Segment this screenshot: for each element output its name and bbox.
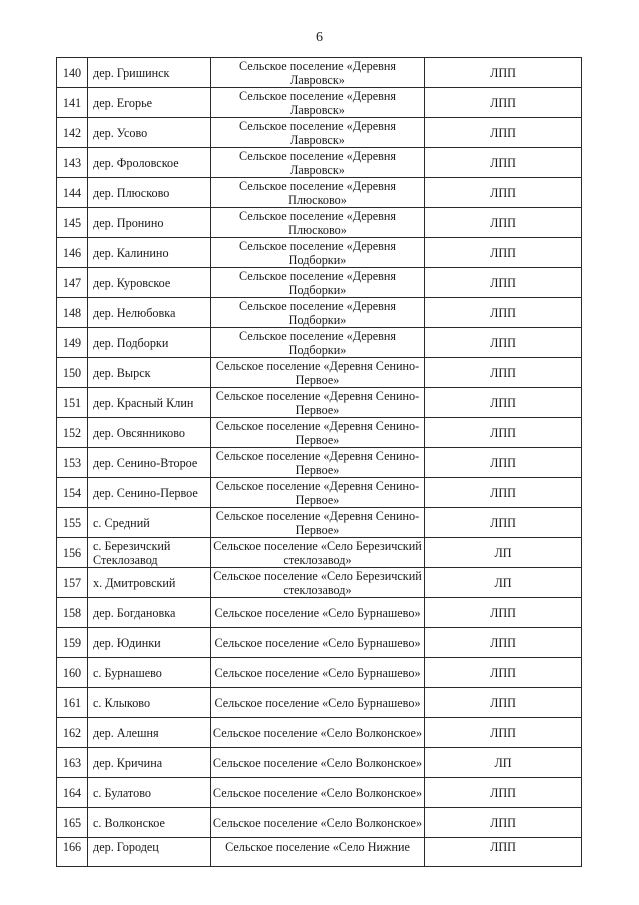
type-cell: ЛПП	[425, 298, 582, 328]
page-number: 6	[316, 30, 323, 45]
settlement-cell: Сельское поселение «Деревня Лавровск»	[211, 118, 425, 148]
type-cell: ЛПП	[425, 328, 582, 358]
type-cell: ЛП	[425, 538, 582, 568]
type-cell: ЛПП	[425, 58, 582, 88]
row-number-cell: 161	[57, 688, 88, 718]
settlement-cell: Сельское поселение «Деревня Плюсково»	[211, 178, 425, 208]
row-number-cell: 140	[57, 58, 88, 88]
table-row	[57, 88, 582, 118]
table-row	[57, 778, 582, 808]
table-row	[57, 718, 582, 748]
row-number-cell: 154	[57, 478, 88, 508]
locality-name-cell: дер. Кричина	[88, 748, 211, 778]
locality-name-cell: дер. Юдинки	[88, 628, 211, 658]
table-row	[57, 118, 582, 148]
settlement-cell: Сельское поселение «Село Бурнашево»	[211, 628, 425, 658]
table-row	[57, 478, 582, 508]
settlement-cell: Сельское поселение «Деревня Сенино-Первое»	[211, 478, 425, 508]
settlement-cell: Сельское поселение «Село Волконское»	[211, 778, 425, 808]
row-number-cell: 142	[57, 118, 88, 148]
table-row	[57, 658, 582, 688]
row-number-cell: 147	[57, 268, 88, 298]
settlement-cell: Сельское поселение «Деревня Сенино-Первое»	[211, 388, 425, 418]
locality-name-cell: дер. Городец	[88, 838, 211, 867]
settlement-cell: Сельское поселение «Село Березичский стеклозавод»	[211, 538, 425, 568]
row-number-cell: 163	[57, 748, 88, 778]
row-number-cell: 146	[57, 238, 88, 268]
locality-name-cell: дер. Сенино-Первое	[88, 478, 211, 508]
table-row	[57, 388, 582, 418]
locality-name-cell: с. Бурнашево	[88, 658, 211, 688]
table-row	[57, 628, 582, 658]
locality-name-cell: дер. Богдановка	[88, 598, 211, 628]
type-cell: ЛПП	[425, 628, 582, 658]
table-row	[57, 598, 582, 628]
table-row	[57, 268, 582, 298]
table-row	[57, 838, 582, 867]
type-cell: ЛПП	[425, 658, 582, 688]
type-cell: ЛПП	[425, 418, 582, 448]
type-cell: ЛПП	[425, 178, 582, 208]
settlements-table	[56, 57, 582, 867]
type-cell: ЛПП	[425, 478, 582, 508]
locality-name-cell: с. Волконское	[88, 808, 211, 838]
type-cell: ЛПП	[425, 688, 582, 718]
locality-name-cell: дер. Егорье	[88, 88, 211, 118]
settlement-cell: Сельское поселение «Деревня Подборки»	[211, 268, 425, 298]
row-number-cell: 157	[57, 568, 88, 598]
settlement-cell: Сельское поселение «Деревня Подборки»	[211, 298, 425, 328]
table-body	[57, 58, 582, 867]
row-number-cell: 158	[57, 598, 88, 628]
table-row	[57, 298, 582, 328]
settlement-cell: Сельское поселение «Деревня Сенино-Первое»	[211, 448, 425, 478]
locality-name-cell: дер. Алешня	[88, 718, 211, 748]
type-cell: ЛПП	[425, 88, 582, 118]
settlement-cell: Сельское поселение «Село Березичский стеклозавод»	[211, 568, 425, 598]
row-number-cell: 156	[57, 538, 88, 568]
row-number-cell: 149	[57, 328, 88, 358]
table-row	[57, 808, 582, 838]
table-row	[57, 418, 582, 448]
settlement-cell: Сельское поселение «Село Волконское»	[211, 808, 425, 838]
type-cell: ЛПП	[425, 448, 582, 478]
table-row	[57, 58, 582, 88]
locality-name-cell: дер. Усово	[88, 118, 211, 148]
row-number-cell: 144	[57, 178, 88, 208]
row-number-cell: 162	[57, 718, 88, 748]
type-cell: ЛП	[425, 568, 582, 598]
locality-name-cell: с. Березичский Стеклозавод	[88, 538, 211, 568]
table-row	[57, 448, 582, 478]
table-row	[57, 148, 582, 178]
locality-name-cell: дер. Калинино	[88, 238, 211, 268]
type-cell: ЛПП	[425, 148, 582, 178]
type-cell: ЛПП	[425, 838, 582, 867]
row-number-cell: 145	[57, 208, 88, 238]
row-number-cell: 166	[57, 838, 88, 867]
table-row	[57, 688, 582, 718]
locality-name-cell: с. Клыково	[88, 688, 211, 718]
settlement-cell: Сельское поселение «Деревня Подборки»	[211, 238, 425, 268]
table-row	[57, 328, 582, 358]
type-cell: ЛПП	[425, 808, 582, 838]
table-row	[57, 178, 582, 208]
locality-name-cell: дер. Гришинск	[88, 58, 211, 88]
type-cell: ЛПП	[425, 238, 582, 268]
row-number-cell: 165	[57, 808, 88, 838]
locality-name-cell: дер. Пронино	[88, 208, 211, 238]
table-row	[57, 748, 582, 778]
settlement-cell: Сельское поселение «Село Бурнашево»	[211, 658, 425, 688]
row-number-cell: 155	[57, 508, 88, 538]
table-row	[57, 358, 582, 388]
table-row	[57, 208, 582, 238]
row-number-cell: 141	[57, 88, 88, 118]
row-number-cell: 152	[57, 418, 88, 448]
locality-name-cell: х. Дмитровский	[88, 568, 211, 598]
settlement-cell: Сельское поселение «Деревня Плюсково»	[211, 208, 425, 238]
table-row	[57, 568, 582, 598]
locality-name-cell: дер. Фроловское	[88, 148, 211, 178]
locality-name-cell: дер. Вырск	[88, 358, 211, 388]
settlement-cell: Сельское поселение «Село Бурнашево»	[211, 688, 425, 718]
settlement-cell: Сельское поселение «Деревня Лавровск»	[211, 58, 425, 88]
row-number-cell: 143	[57, 148, 88, 178]
row-number-cell: 159	[57, 628, 88, 658]
type-cell: ЛПП	[425, 268, 582, 298]
table-row	[57, 508, 582, 538]
locality-name-cell: дер. Плюсково	[88, 178, 211, 208]
settlement-cell: Сельское поселение «Село Волконское»	[211, 748, 425, 778]
type-cell: ЛПП	[425, 118, 582, 148]
type-cell: ЛПП	[425, 508, 582, 538]
type-cell: ЛПП	[425, 358, 582, 388]
locality-name-cell: дер. Подборки	[88, 328, 211, 358]
settlement-cell: Сельское поселение «Деревня Сенино-Первое»	[211, 418, 425, 448]
settlement-cell: Сельское поселение «Деревня Подборки»	[211, 328, 425, 358]
locality-name-cell: дер. Нелюбовка	[88, 298, 211, 328]
settlement-cell: Сельское поселение «Деревня Лавровск»	[211, 88, 425, 118]
settlement-cell: Сельское поселение «Село Нижние	[211, 838, 425, 867]
row-number-cell: 148	[57, 298, 88, 328]
row-number-cell: 150	[57, 358, 88, 388]
row-number-cell: 153	[57, 448, 88, 478]
row-number-cell: 160	[57, 658, 88, 688]
type-cell: ЛПП	[425, 598, 582, 628]
settlement-cell: Сельское поселение «Село Бурнашево»	[211, 598, 425, 628]
type-cell: ЛП	[425, 748, 582, 778]
locality-name-cell: дер. Сенино-Второе	[88, 448, 211, 478]
row-number-cell: 164	[57, 778, 88, 808]
type-cell: ЛПП	[425, 718, 582, 748]
table-row	[57, 238, 582, 268]
locality-name-cell: дер. Красный Клин	[88, 388, 211, 418]
row-number-cell: 151	[57, 388, 88, 418]
locality-name-cell: с. Булатово	[88, 778, 211, 808]
type-cell: ЛПП	[425, 388, 582, 418]
settlement-cell: Сельское поселение «Деревня Сенино-Первое»	[211, 358, 425, 388]
type-cell: ЛПП	[425, 778, 582, 808]
locality-name-cell: с. Средний	[88, 508, 211, 538]
settlement-cell: Сельское поселение «Село Волконское»	[211, 718, 425, 748]
table-row	[57, 538, 582, 568]
settlement-cell: Сельское поселение «Деревня Лавровск»	[211, 148, 425, 178]
locality-name-cell: дер. Куровское	[88, 268, 211, 298]
locality-name-cell: дер. Овсянниково	[88, 418, 211, 448]
settlement-cell: Сельское поселение «Деревня Сенино-Первое»	[211, 508, 425, 538]
type-cell: ЛПП	[425, 208, 582, 238]
